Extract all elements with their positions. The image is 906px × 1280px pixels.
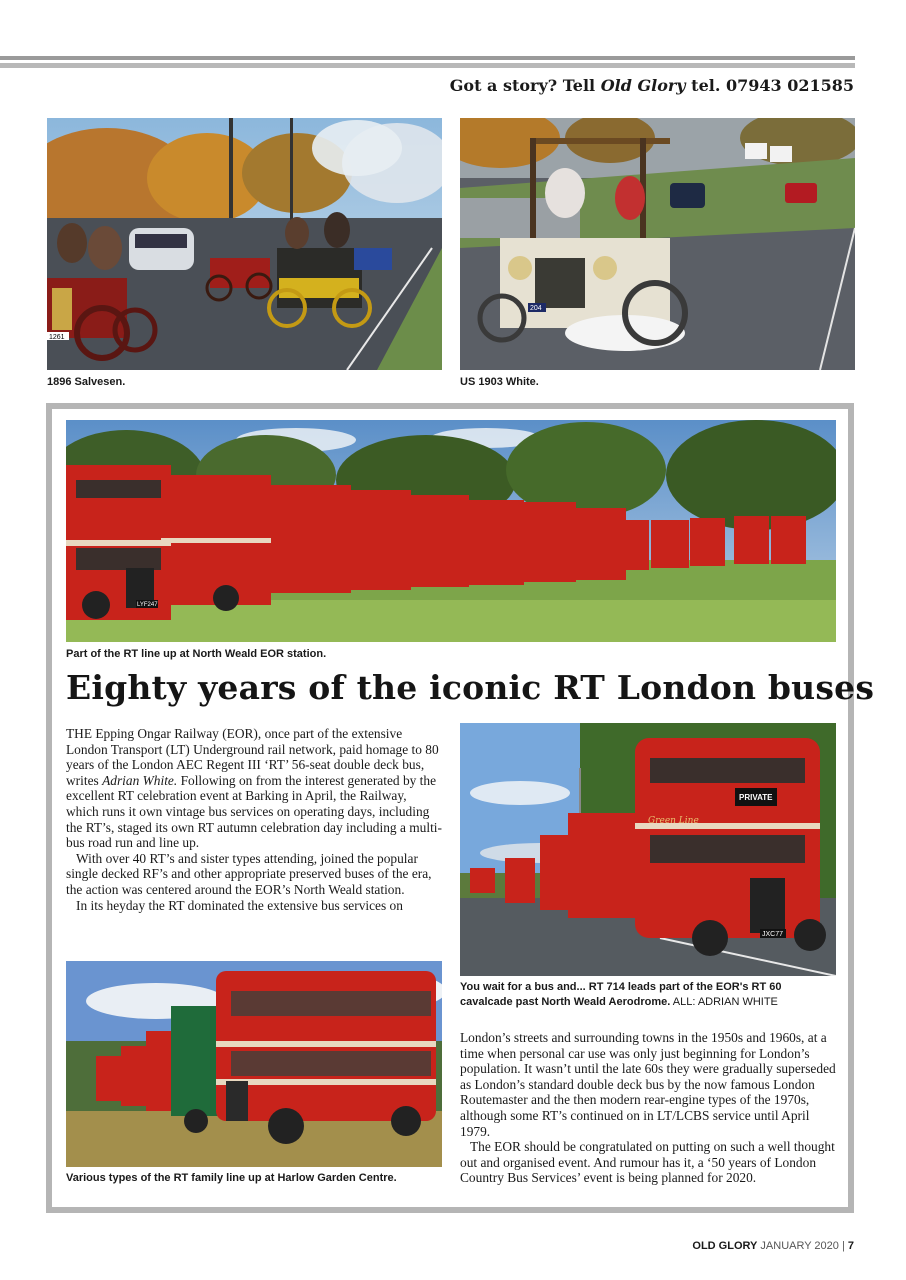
page-footer [692,1240,854,1252]
footer-date: JANUARY 2020 | [757,1240,848,1252]
caption-cavalcade: You wait for a bus and... RT 714 leads part of the EOR's RT 60 cavalcade past North Weald Aerodrome. ALL: ADRIAN WHITE [460,981,782,1008]
caption-harlow: Various types of the RT family line up at Harlow Garden Centre. [66,1172,397,1184]
private-sign-text: PRIVATE [739,793,773,802]
photo-credit: ALL: ADRIAN WHITE [670,996,778,1008]
top-rule [0,56,855,60]
page-number: 7 [847,1240,854,1252]
caption-salvesen: 1896 Salvesen. [47,376,126,388]
article-author: Adrian White. [102,772,178,788]
photo-us-1903-white [460,118,855,370]
article-paragraph-2: With over 40 RT’s and sister types attending, joined the popular single decked RF’s and other appropriate preserved buses of the era, the action was centered around the EOR’s North Weald station. [66,850,432,897]
header-contact-line: Got a story? Tell Old Glory tel. 07943 021585 [449,76,854,95]
footer-magazine: OLD GLORY [692,1240,758,1252]
caption-rt-lineup: Part of the RT line up at North Weald EOR station. [66,648,327,660]
photo-rt-lineup [66,420,836,642]
article-paragraph-1: THE Epping Ongar Railway (EOR), once part of the extensive London Transport (LT) Underground rail network, paid homage to 80 years of the London AEC Regent III ‘RT’ 56-seat double deck bus, writes Adrian White. Following on from the interest generated by the excellent RT celebration event at Barking in April, the Railway, which runs it own vintage bus services on operating days, including the RT’s, staged its own RT autumn celebration day including a multi-bus road run and line up. [66,726,442,851]
reg-plate-text: 204 [530,305,542,312]
photo-harlow-garden-centre [66,961,442,1167]
article-paragraph-3: In its heyday the RT dominated the extensive bus services on [76,897,403,913]
article-headline: Eighty years of the iconic RT London buses [66,668,875,707]
reg-plate-text: 1261 [49,334,65,341]
top-rule-thick [0,63,855,68]
reg-plate-text: JXC77 [762,931,784,938]
caption-us-1903-white: US 1903 White. [460,376,539,388]
article-body-left [66,726,442,913]
article-paragraph-4: London’s streets and surrounding towns in the 1950s and 1960s, at a time when personal car use was only just beginning for London’s population. It wasn’t until the late 60s they were gradually superseded as London’s standard double deck bus by the now famous London Routemaster and the then modern rear-engine types of the 1970s, although some RT’s continued on in LT/LCBS service until April 1979. [460,1030,836,1139]
fleet-name-text: Green Line [648,816,699,826]
fleet-plate-text: LYF247 [137,602,158,608]
photo-1896-salvesen [47,118,442,370]
article-body-right [460,1030,836,1186]
photo-cavalcade-north-weald [460,723,836,976]
article-paragraph-5: The EOR should be congratulated on putting on such a well thought out and organised event. And rumour has it, a ‘50 years of London Country Bus Services’ event is being planned for 2020. [460,1139,835,1186]
